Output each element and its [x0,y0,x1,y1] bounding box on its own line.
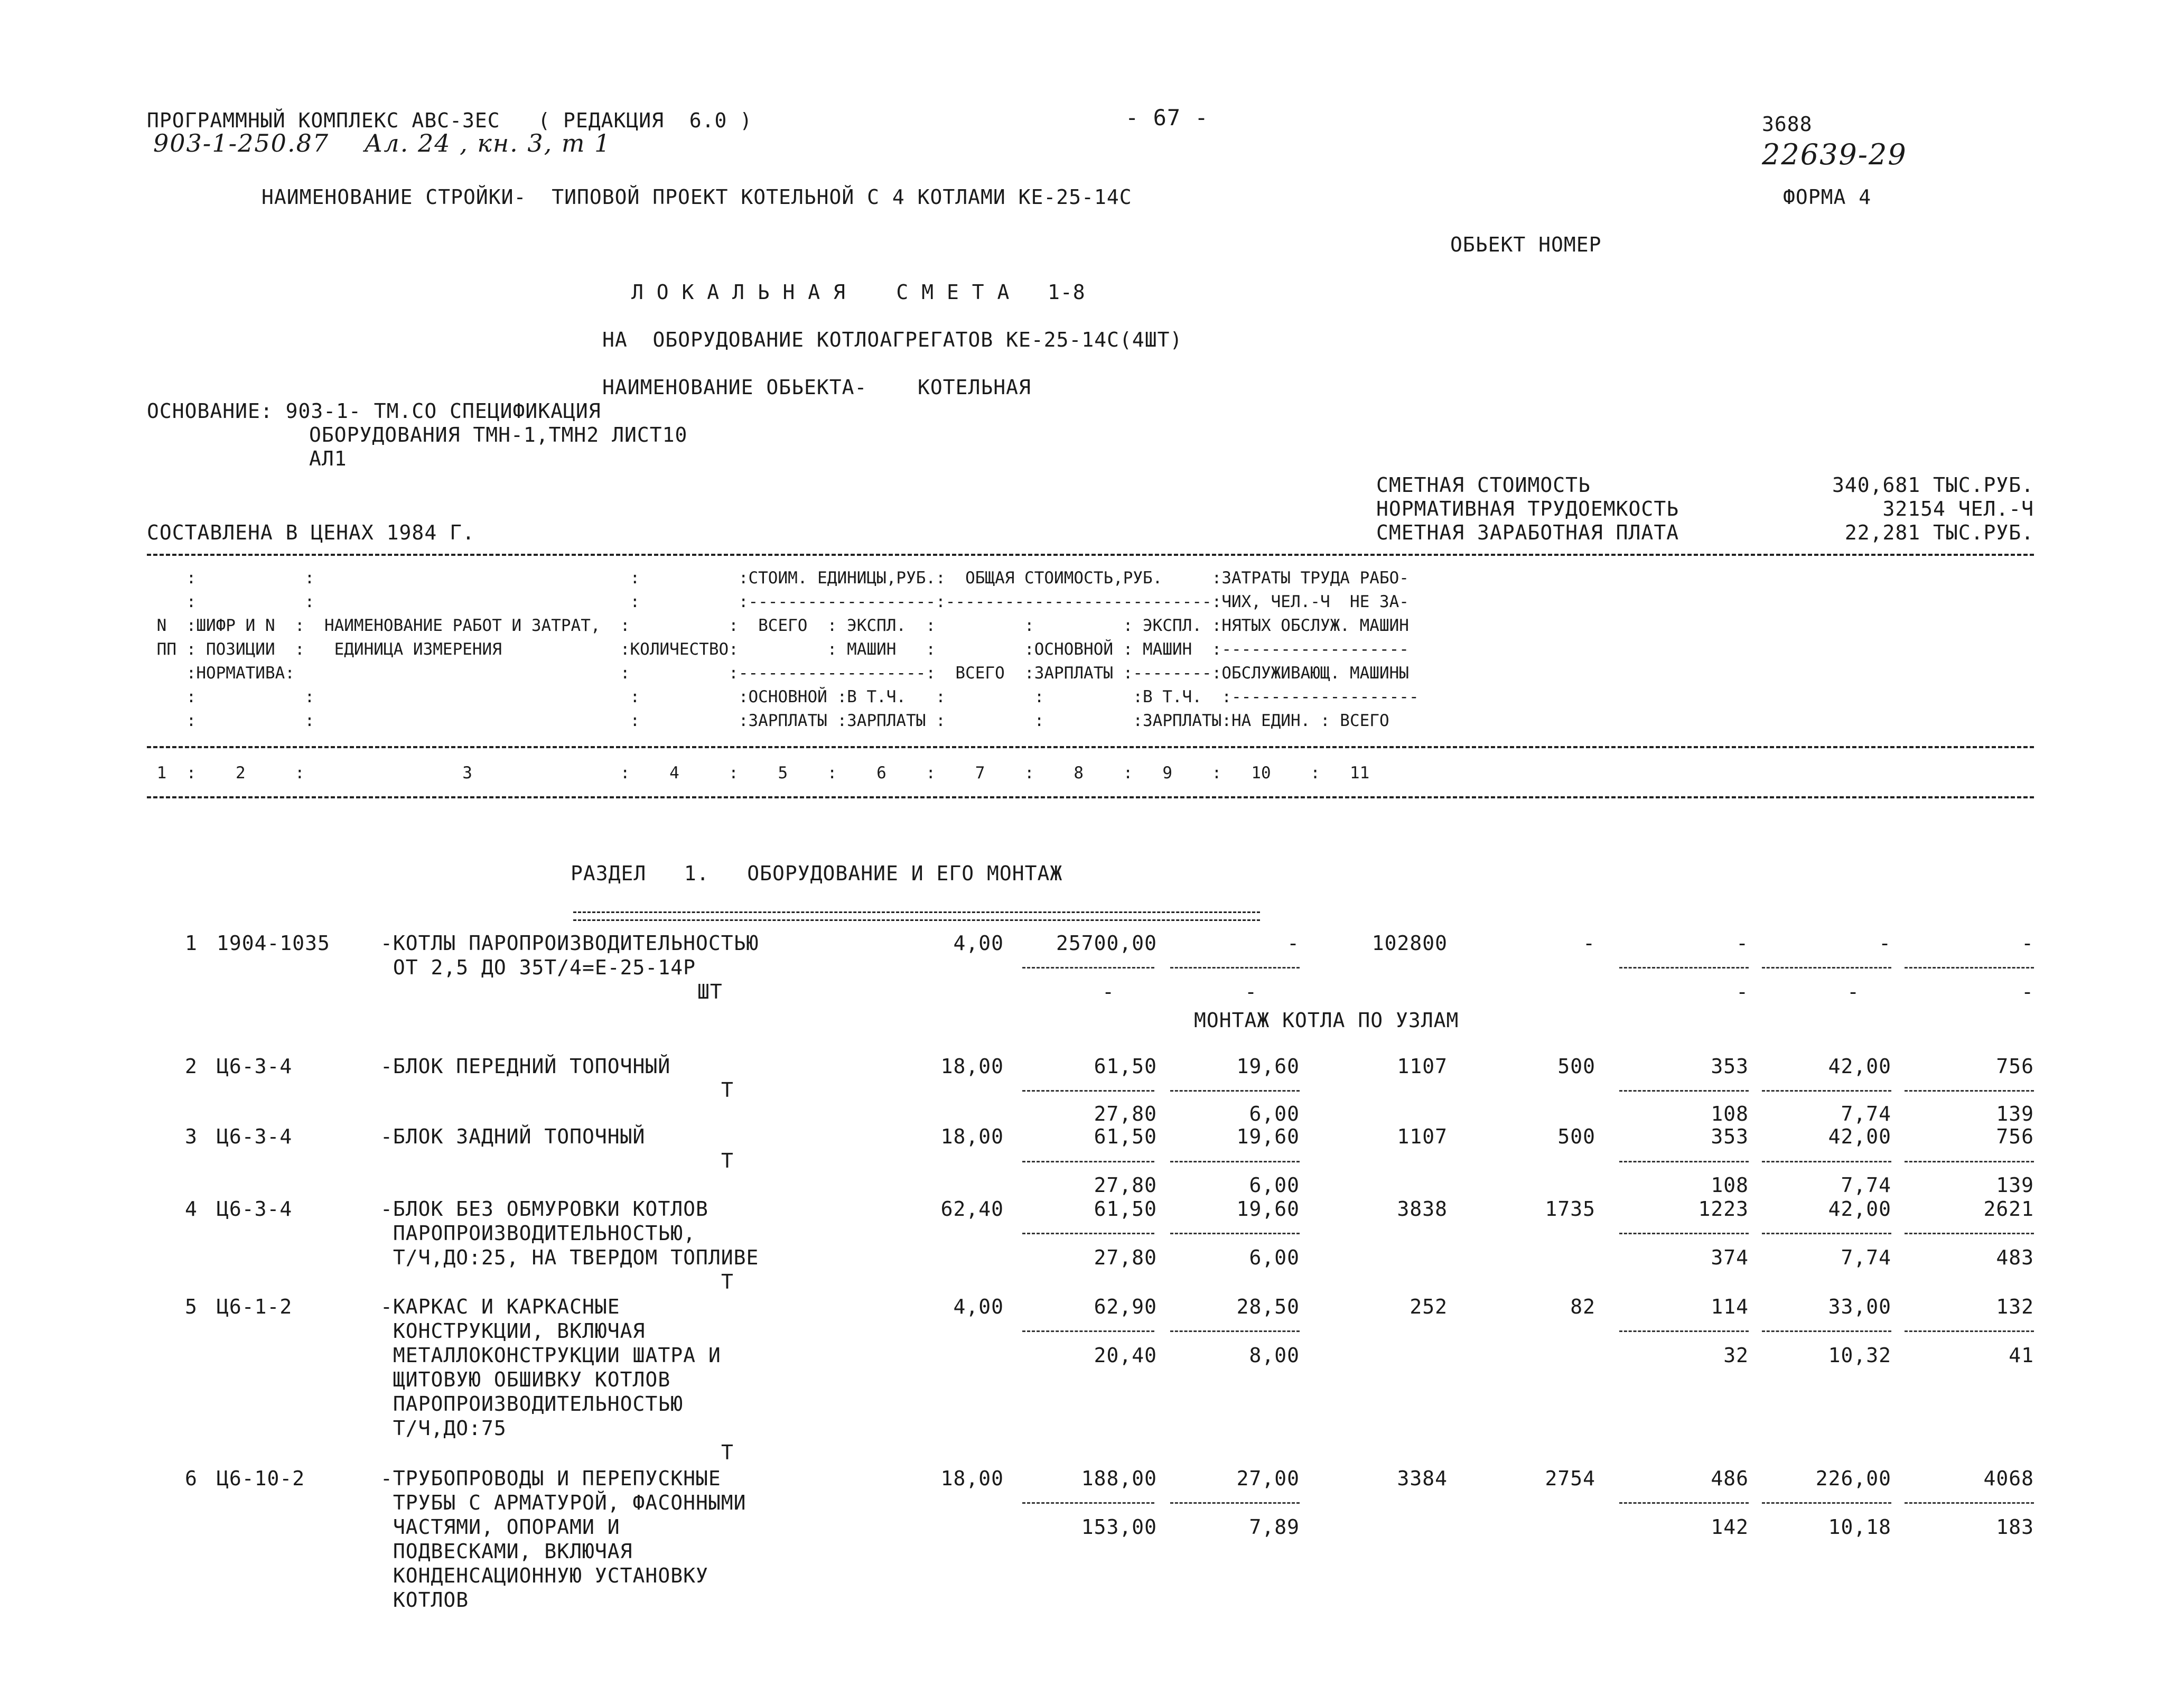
sub-rule [1762,1233,1891,1234]
total-machines: 114 [1711,1295,1749,1318]
sub-rule [1762,967,1891,969]
sub-rule [1619,1233,1749,1234]
estimate-title: Л О К А Л Ь Н А Я С М Е Т А 1-8 [631,281,1086,304]
form-number: ФОРМА 4 [1783,185,1872,209]
machine-wages: - [1245,980,1257,1003]
construction-name: НАИМЕНОВАНИЕ СТРОЙКИ- ТИПОВОЙ ПРОЕКТ КОТЕЛЬНОЙ С 4 КОТЛАМИ КЕ-25-14С [262,185,1132,209]
work-name-line: Т/Ч,ДО:25, НА ТВЕРДОМ ТОПЛИВЕ [380,1246,759,1269]
row-number: 4 [185,1197,198,1221]
unit-wages: 153,00 [1081,1515,1157,1539]
work-name-line: ПОДВЕСКАМИ, ВКЛЮЧАЯ [380,1540,633,1563]
handwritten-reference: 903-1-250.87 Ал. 24 , кн. 3, т 1 [153,129,611,157]
labor-total-operators: 483 [1996,1246,2034,1269]
row-number: 6 [185,1467,198,1490]
section-separator [573,911,1260,921]
total-machines: 1223 [1698,1197,1749,1221]
sub-heading: МОНТАЖ КОТЛА ПО УЗЛАМ [1194,1009,1459,1032]
work-name-line: ПАРОПРОИЗВОДИТЕЛЬНОСТЬЮ [380,1392,684,1416]
sub-rule [1022,1090,1154,1092]
summary-value-labor: 32154 ЧЕЛ.-Ч [1882,497,2034,520]
row-number: 1 [185,932,198,955]
norm-code: Ц6-1-2 [217,1295,293,1318]
summary-label-wages: СМЕТНАЯ ЗАРАБОТНАЯ ПЛАТА [1376,521,1679,544]
labor-total-operators: 41 [2009,1344,2034,1367]
machine-wages: 6,00 [1249,1174,1300,1197]
labor-per-unit-operators: - [1847,980,1860,1003]
sub-rule [1762,1330,1891,1332]
work-name-line: КОНСТРУКЦИИ, ВКЛЮЧАЯ [380,1319,646,1343]
work-name-line: ПАРОПРОИЗВОДИТЕЛЬНОСТЬЮ, [380,1222,696,1245]
sub-rule [1619,1090,1749,1092]
labor-total: 756 [1996,1055,2034,1078]
total-wages: 500 [1557,1055,1595,1078]
total-wages: 500 [1557,1125,1595,1148]
section-title: РАЗДЕЛ 1. ОБОРУДОВАНИЕ И ЕГО МОНТАЖ [571,862,1063,885]
total-machine-wages: 142 [1711,1515,1749,1539]
sub-rule [1762,1161,1891,1162]
unit-cost-total: 61,50 [1094,1125,1157,1148]
sub-rule [1619,1161,1749,1162]
quantity: 4,00 [953,1295,1004,1318]
object-number-label: ОБЬЕКТ НОМЕР [1450,233,1602,256]
labor-per-unit-operators: 7,74 [1841,1102,1891,1125]
work-name-line: ЧАСТЯМИ, ОПОРАМИ И [380,1515,620,1539]
row-number: 3 [185,1125,198,1148]
work-name-line: -БЛОК БЕЗ ОБМУРОВКИ КОТЛОВ [380,1197,708,1221]
total-machines: 353 [1711,1125,1749,1148]
handwritten-registration: 22639-29 [1762,138,1907,171]
total-cost: 102800 [1371,932,1448,955]
summary-value-wages: 22,281 ТЫС.РУБ. [1844,521,2034,544]
total-machines: 486 [1711,1467,1749,1490]
page-number: - 67 - [1125,105,1209,131]
total-machines: 353 [1711,1055,1749,1078]
total-machine-wages: 108 [1711,1174,1749,1197]
header-line: N :ШИФР И N : НАИМЕНОВАНИЕ РАБОТ И ЗАТРАТ, : : ВСЕГО : ЭКСПЛ. : : : ЭКСПЛ. :НЯТЫХ ОБСЛУЖ. МАШИН [147,616,1409,635]
header-line: : : : :ЗАРПЛАТЫ :ЗАРПЛАТЫ : : :ЗАРПЛАТЫ:НА ЕДИН. : ВСЕГО [147,711,1389,730]
sub-rule [1022,1502,1154,1504]
unit: Т [721,1078,734,1102]
quantity: 18,00 [940,1055,1004,1078]
labor-per-unit: 33,00 [1828,1295,1891,1318]
labor-per-unit: 42,00 [1828,1055,1891,1078]
labor-total: 756 [1996,1125,2034,1148]
summary-label-labor: НОРМАТИВНАЯ ТРУДОЕМКОСТЬ [1376,497,1679,520]
sub-rule [1170,967,1300,969]
labor-total: 4068 [1983,1467,2034,1490]
unit-wages: 27,80 [1094,1102,1157,1125]
unit-cost-machines: 19,60 [1236,1125,1300,1148]
prices-basis: СОСТАВЛЕНА В ЦЕНАХ 1984 Г. [147,521,475,544]
sub-rule [1905,1330,2034,1332]
column-numbers: 1 : 2 : 3 : 4 : 5 : 6 : 7 : 8 : 9 : 10 : 11 [147,764,1370,783]
labor-total-operators: - [2021,980,2034,1003]
total-cost: 3384 [1397,1467,1448,1490]
sub-rule [1905,1090,2034,1092]
sub-rule [1905,1502,2034,1504]
labor-per-unit-operators: 10,32 [1828,1344,1891,1367]
sub-rule [1170,1233,1300,1234]
unit-cost-machines: 28,50 [1236,1295,1300,1318]
machine-wages: 7,89 [1249,1515,1300,1539]
unit: Т [721,1149,734,1172]
work-name-line: ТРУБЫ С АРМАТУРОЙ, ФАСОННЫМИ [380,1491,746,1514]
sub-rule [1905,967,2034,969]
unit: Т [721,1270,734,1293]
header-line: ПП : ПОЗИЦИИ : ЕДИНИЦА ИЗМЕРЕНИЯ :КОЛИЧЕСТВО: : МАШИН : :ОСНОВНОЙ : МАШИН :------------------- [147,640,1409,659]
row-number: 2 [185,1055,198,1078]
total-wages: 82 [1570,1295,1595,1318]
total-cost: 3838 [1397,1197,1448,1221]
total-wages: 2754 [1545,1467,1595,1490]
total-machine-wages: 32 [1723,1344,1749,1367]
quantity: 4,00 [953,932,1004,955]
sub-rule [1022,1161,1154,1162]
labor-per-unit: 226,00 [1815,1467,1891,1490]
total-machine-wages: 108 [1711,1102,1749,1125]
header-bottom-rule [147,796,2034,798]
norm-code: Ц6-3-4 [217,1125,293,1148]
sub-rule [1170,1161,1300,1162]
total-cost: 1107 [1397,1125,1448,1148]
work-name-line: КОНДЕНСАЦИОННУЮ УСТАНОВКУ [380,1564,708,1587]
basis-line-3: АЛ1 [309,447,347,470]
unit: Т [721,1441,734,1464]
labor-per-unit: - [1879,932,1891,955]
unit-wages: - [1102,980,1115,1003]
labor-per-unit-operators: 10,18 [1828,1515,1891,1539]
labor-per-unit: 42,00 [1828,1197,1891,1221]
header-line: : : : :СТОИМ. ЕДИНИЦЫ,РУБ.: ОБЩАЯ СТОИМОСТЬ,РУБ. :ЗАТРАТЫ ТРУДА РАБО- [147,569,1409,588]
work-name-line: -ТРУБОПРОВОДЫ И ПЕРЕПУСКНЫЕ [380,1467,721,1490]
unit-cost-total: 25700,00 [1056,932,1157,955]
unit-wages: 27,80 [1094,1246,1157,1269]
work-name-line: Т/Ч,ДО:75 [380,1417,507,1440]
total-cost: 1107 [1397,1055,1448,1078]
header-line: : : : :-------------------:---------------------------:ЧИХ, ЧЕЛ.-Ч НЕ ЗА- [147,592,1409,611]
total-machine-wages: 374 [1711,1246,1749,1269]
sub-rule [1619,967,1749,969]
machine-wages: 8,00 [1249,1344,1300,1367]
quantity: 62,40 [940,1197,1004,1221]
work-name-line: ЩИТОВУЮ ОБШИВКУ КОТЛОВ [380,1368,671,1391]
unit-cost-machines: 27,00 [1236,1467,1300,1490]
norm-code: 1904-1035 [217,932,330,955]
work-name-line: -БЛОК ПЕРЕДНИЙ ТОПОЧНЫЙ [380,1055,671,1078]
labor-total: 132 [1996,1295,2034,1318]
object-name: НАИМЕНОВАНИЕ ОБЬЕКТА- КОТЕЛЬНАЯ [602,376,1031,399]
unit-cost-total: 61,50 [1094,1055,1157,1078]
basis-line-1: ОСНОВАНИЕ: 903-1- ТМ.СО СПЕЦИФИКАЦИЯ [147,399,601,423]
header-mid-rule [147,746,2034,748]
summary-label-cost: СМЕТНАЯ СТОИМОСТЬ [1376,473,1591,497]
total-machines: - [1736,932,1749,955]
unit-cost-machines: - [1287,932,1300,955]
norm-code: Ц6-3-4 [217,1055,293,1078]
unit-wages: 20,40 [1094,1344,1157,1367]
header-line: : : : :ОСНОВНОЙ :В Т.Ч. : : :В Т.Ч. :------------------- [147,687,1419,706]
sub-rule [1619,1502,1749,1504]
quantity: 18,00 [940,1467,1004,1490]
quantity: 18,00 [940,1125,1004,1148]
unit: ШТ [697,980,723,1003]
sub-rule [1170,1502,1300,1504]
header-line: :НОРМАТИВА: : :-------------------: ВСЕГО :ЗАРПЛАТЫ :--------:ОБСЛУЖИВАЮЩ. МАШИНЫ [147,664,1409,683]
basis-line-2: ОБОРУДОВАНИЯ ТМН-1,ТМН2 ЛИСТ10 [309,423,688,446]
work-name-line: ОТ 2,5 ДО 35Т/4=Е-25-14Р [380,956,696,979]
norm-code: Ц6-10-2 [217,1467,305,1490]
sub-rule [1762,1090,1891,1092]
labor-per-unit-operators: 7,74 [1841,1174,1891,1197]
estimate-subtitle: НА ОБОРУДОВАНИЕ КОТЛОАГРЕГАТОВ КЕ-25-14С(4ШТ) [602,328,1183,351]
unit-cost-total: 61,50 [1094,1197,1157,1221]
labor-per-unit: 42,00 [1828,1125,1891,1148]
labor-total-operators: 139 [1996,1174,2034,1197]
work-name-line: МЕТАЛЛОКОНСТРУКЦИИ ШАТРА И [380,1344,721,1367]
sub-rule [1022,1233,1154,1234]
unit-cost-machines: 19,60 [1236,1055,1300,1078]
sub-rule [1022,1330,1154,1332]
sub-rule [1022,967,1154,969]
sub-rule [1619,1330,1749,1332]
labor-total: 2621 [1983,1197,2034,1221]
row-number: 5 [185,1295,198,1318]
sub-rule [1762,1502,1891,1504]
machine-wages: 6,00 [1249,1246,1300,1269]
machine-wages: 6,00 [1249,1102,1300,1125]
unit-wages: 27,80 [1094,1174,1157,1197]
unit-cost-total: 188,00 [1081,1467,1157,1490]
table-header [147,566,2038,733]
summary-value-cost: 340,681 ТЫС.РУБ. [1832,473,2034,497]
total-wages: 1735 [1545,1197,1595,1221]
labor-total-operators: 139 [1996,1102,2034,1125]
sub-rule [1905,1161,2034,1162]
sub-rule [1905,1233,2034,1234]
norm-code: Ц6-3-4 [217,1197,293,1221]
sub-rule [1170,1090,1300,1092]
total-cost: 252 [1410,1295,1448,1318]
work-name-line: -КАРКАС И КАРКАСНЫЕ [380,1295,620,1318]
labor-total: - [2021,932,2034,955]
labor-per-unit-operators: 7,74 [1841,1246,1891,1269]
program-name: ПРОГРАММНЫЙ КОМПЛЕКС АВС-3ЕС ( РЕДАКЦИЯ 6.0 ) [147,109,753,132]
total-wages: - [1583,932,1595,955]
work-name-line: КОТЛОВ [380,1588,469,1612]
unit-cost-total: 62,90 [1094,1295,1157,1318]
document-number: 3688 [1762,113,1813,136]
work-name-line: -БЛОК ЗАДНИЙ ТОПОЧНЫЙ [380,1125,646,1148]
labor-total-operators: 183 [1996,1515,2034,1539]
header-top-rule [147,554,2034,556]
work-name-line: -КОТЛЫ ПАРОПРОИЗВОДИТЕЛЬНОСТЬЮ [380,932,759,955]
total-machine-wages: - [1736,980,1749,1003]
sub-rule [1170,1330,1300,1332]
unit-cost-machines: 19,60 [1236,1197,1300,1221]
